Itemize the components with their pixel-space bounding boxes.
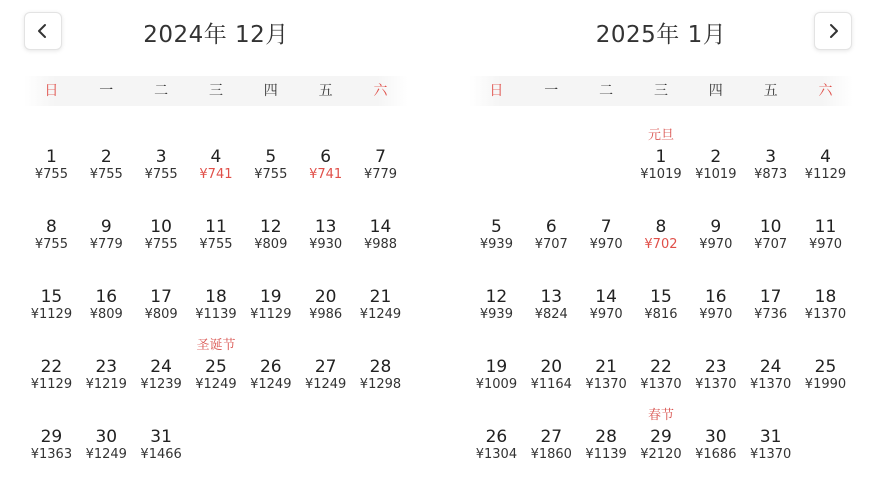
day-cell[interactable] [353, 260, 408, 330]
day-cell[interactable] [688, 260, 743, 330]
day-number: 27 [314, 357, 337, 377]
day-price: ¥1239 [140, 377, 182, 392]
day-cell[interactable] [688, 120, 743, 190]
day-cell[interactable] [79, 190, 134, 260]
day-price: ¥1249 [195, 377, 237, 392]
day-number: 1 [46, 147, 57, 167]
day-cell[interactable] [79, 120, 134, 190]
day-price: ¥1298 [359, 377, 402, 392]
day-price: ¥1164 [530, 377, 572, 392]
day-number: 18 [205, 287, 227, 307]
holiday-label: 圣诞节 [196, 338, 236, 353]
weekday-fri: 五 [763, 83, 778, 99]
day-number: 5 [491, 217, 502, 237]
day-number: 4 [210, 147, 222, 167]
day-price: ¥707 [754, 237, 788, 252]
day-cell[interactable] [634, 260, 689, 330]
day-number: 12 [485, 287, 508, 307]
day-grid [469, 120, 853, 470]
weekday-sun: 日 [489, 83, 504, 99]
day-number: 8 [655, 217, 667, 237]
day-price: ¥1249 [304, 377, 347, 392]
day-number: 27 [540, 427, 563, 447]
day-cell[interactable] [798, 260, 853, 330]
day-number: 22 [650, 357, 672, 377]
day-number: 3 [765, 147, 777, 167]
day-number: 17 [759, 287, 782, 307]
day-price: ¥809 [144, 307, 178, 322]
day-price: ¥988 [363, 237, 398, 252]
weekday-tue: 二 [154, 83, 169, 99]
day-cell[interactable] [634, 400, 689, 470]
day-cell[interactable] [798, 120, 853, 190]
day-number: 15 [650, 287, 672, 307]
day-cell[interactable] [243, 120, 298, 190]
day-number: 15 [40, 287, 63, 307]
weekday-header [469, 76, 853, 106]
day-number: 2 [100, 147, 112, 167]
day-price: ¥1019 [640, 167, 682, 182]
day-price: ¥755 [254, 167, 288, 182]
day-number: 23 [704, 357, 727, 377]
day-price: ¥755 [89, 167, 123, 182]
day-cell[interactable] [469, 260, 524, 330]
day-price: ¥2120 [640, 447, 682, 462]
day-number: 25 [814, 357, 837, 377]
day-number: 13 [314, 217, 337, 237]
day-number: 11 [814, 217, 837, 237]
day-cell[interactable] [243, 260, 298, 330]
day-number: 23 [95, 357, 118, 377]
day-price: ¥702 [644, 237, 678, 252]
day-cell[interactable] [469, 400, 524, 470]
day-cell[interactable] [579, 400, 634, 470]
day-number: 31 [759, 427, 782, 447]
day-cell[interactable] [688, 330, 743, 400]
day-price: ¥1466 [140, 447, 182, 462]
day-number: 29 [40, 427, 63, 447]
day-number: 24 [150, 357, 172, 377]
day-price: ¥1370 [749, 447, 792, 462]
day-number: 6 [320, 147, 332, 167]
day-cell[interactable] [579, 260, 634, 330]
day-cell[interactable] [189, 260, 244, 330]
day-price: ¥1019 [695, 167, 737, 182]
day-grid [24, 120, 408, 470]
day-number: 20 [314, 287, 337, 307]
calendar-month-january [469, 0, 853, 482]
day-price: ¥1219 [85, 377, 127, 392]
day-price: ¥779 [363, 167, 398, 182]
day-number: 8 [46, 217, 57, 237]
day-price: ¥1249 [250, 377, 292, 392]
day-cell[interactable] [24, 260, 79, 330]
day-price: ¥755 [144, 237, 178, 252]
day-number: 3 [155, 147, 167, 167]
weekday-header [24, 76, 408, 106]
day-price: ¥970 [589, 237, 623, 252]
day-price: ¥1370 [749, 377, 792, 392]
day-price: ¥1686 [695, 447, 737, 462]
day-number: 19 [259, 287, 282, 307]
day-cell[interactable] [24, 330, 79, 400]
month-title: 2024年 12月 [143, 22, 289, 48]
weekday-wed: 三 [208, 83, 223, 99]
empty-day-cell [579, 120, 634, 190]
day-price: ¥986 [309, 307, 343, 322]
day-price: ¥1139 [195, 307, 237, 322]
day-price: ¥1129 [30, 377, 73, 392]
day-number: 9 [710, 217, 722, 237]
empty-day-cell [469, 120, 524, 190]
day-cell[interactable] [524, 400, 579, 470]
day-number: 9 [100, 217, 112, 237]
day-cell[interactable] [579, 190, 634, 260]
day-cell[interactable] [24, 120, 79, 190]
day-number: 14 [369, 217, 392, 237]
weekday-sat: 六 [818, 83, 833, 99]
day-number: 30 [704, 427, 727, 447]
weekday-sun: 日 [44, 83, 59, 99]
day-cell[interactable] [634, 120, 689, 190]
day-price: ¥1990 [804, 377, 847, 392]
day-price: ¥939 [479, 307, 513, 322]
day-cell[interactable] [688, 190, 743, 260]
day-price: ¥1370 [804, 307, 847, 322]
day-number: 16 [95, 287, 118, 307]
day-cell[interactable] [743, 190, 798, 260]
day-cell[interactable] [353, 190, 408, 260]
day-number: 14 [595, 287, 617, 307]
day-price: ¥755 [34, 237, 68, 252]
day-number: 31 [150, 427, 172, 447]
weekday-thu: 四 [708, 83, 723, 99]
weekday-mon: 一 [99, 83, 114, 99]
day-price: ¥930 [309, 237, 343, 252]
weekday-sat: 六 [373, 83, 388, 99]
day-cell[interactable] [353, 120, 408, 190]
empty-day-cell [524, 120, 579, 190]
day-cell[interactable] [79, 330, 134, 400]
day-cell[interactable] [743, 120, 798, 190]
day-cell[interactable] [524, 190, 579, 260]
day-cell[interactable] [134, 260, 189, 330]
day-cell[interactable] [688, 400, 743, 470]
holiday-label: 元旦 [647, 128, 674, 143]
day-cell[interactable] [743, 260, 798, 330]
day-cell[interactable] [634, 190, 689, 260]
day-cell[interactable] [524, 330, 579, 400]
day-price: ¥755 [199, 237, 233, 252]
day-price: ¥707 [534, 237, 568, 252]
day-number: 21 [369, 287, 392, 307]
day-number: 28 [595, 427, 617, 447]
day-price: ¥809 [89, 307, 123, 322]
day-cell[interactable] [743, 400, 798, 470]
day-price: ¥873 [754, 167, 788, 182]
holiday-label: 春节 [647, 408, 674, 423]
day-number: 24 [759, 357, 782, 377]
day-price: ¥970 [699, 237, 733, 252]
day-price: ¥1129 [804, 167, 847, 182]
day-price: ¥1249 [85, 447, 127, 462]
weekday-wed: 三 [653, 83, 668, 99]
day-price: ¥1129 [250, 307, 292, 322]
weekday-fri: 五 [318, 83, 333, 99]
day-cell[interactable] [743, 330, 798, 400]
day-number: 16 [704, 287, 727, 307]
day-number: 19 [485, 357, 508, 377]
day-price: ¥824 [534, 307, 568, 322]
day-number: 30 [95, 427, 118, 447]
day-number: 2 [710, 147, 722, 167]
day-number: 10 [759, 217, 782, 237]
day-cell[interactable] [134, 120, 189, 190]
day-price: ¥755 [144, 167, 178, 182]
day-price: ¥939 [479, 237, 513, 252]
day-cell[interactable] [189, 330, 244, 400]
day-number: 26 [259, 357, 282, 377]
day-cell[interactable] [298, 260, 353, 330]
day-number: 20 [540, 357, 563, 377]
day-price: ¥1129 [30, 307, 73, 322]
day-number: 11 [205, 217, 227, 237]
day-number: 28 [369, 357, 392, 377]
day-number: 1 [655, 147, 667, 167]
day-price: ¥970 [808, 237, 843, 252]
day-number: 12 [259, 217, 282, 237]
day-price: ¥1370 [695, 377, 737, 392]
calendar-month-december [24, 0, 408, 482]
day-price: ¥970 [699, 307, 733, 322]
day-cell[interactable] [134, 190, 189, 260]
day-price: ¥736 [754, 307, 788, 322]
day-number: 18 [814, 287, 837, 307]
day-cell[interactable] [579, 330, 634, 400]
day-number: 26 [485, 427, 508, 447]
day-cell[interactable] [79, 260, 134, 330]
day-price: ¥741 [199, 167, 233, 182]
weekday-tue: 二 [599, 83, 614, 99]
day-number: 7 [600, 217, 612, 237]
day-cell[interactable] [134, 400, 189, 470]
day-cell[interactable] [243, 330, 298, 400]
day-price: ¥1249 [359, 307, 402, 322]
day-price: ¥779 [89, 237, 123, 252]
day-price: ¥1860 [530, 447, 572, 462]
day-number: 25 [205, 357, 227, 377]
day-price: ¥741 [309, 167, 343, 182]
month-title: 2025年 1月 [595, 22, 727, 48]
day-cell[interactable] [798, 330, 853, 400]
day-cell[interactable] [189, 120, 244, 190]
day-price: ¥1139 [585, 447, 627, 462]
day-number: 13 [540, 287, 563, 307]
day-cell[interactable] [24, 190, 79, 260]
day-cell[interactable] [353, 330, 408, 400]
day-price: ¥1363 [30, 447, 73, 462]
weekday-mon: 一 [544, 83, 559, 99]
day-number: 22 [40, 357, 63, 377]
day-cell[interactable] [634, 330, 689, 400]
day-cell[interactable] [134, 330, 189, 400]
day-cell[interactable] [469, 190, 524, 260]
day-number: 10 [150, 217, 172, 237]
day-price: ¥755 [34, 167, 68, 182]
day-cell[interactable] [298, 120, 353, 190]
day-cell[interactable] [24, 400, 79, 470]
day-cell[interactable] [798, 190, 853, 260]
day-number: 21 [595, 357, 617, 377]
day-number: 17 [150, 287, 172, 307]
day-price: ¥809 [254, 237, 288, 252]
day-cell[interactable] [243, 190, 298, 260]
day-price: ¥1370 [640, 377, 682, 392]
day-price: ¥816 [644, 307, 678, 322]
weekday-thu: 四 [263, 83, 278, 99]
day-cell[interactable] [298, 190, 353, 260]
day-number: 7 [375, 147, 386, 167]
day-price: ¥1304 [475, 447, 518, 462]
day-cell[interactable] [524, 260, 579, 330]
day-cell[interactable] [469, 330, 524, 400]
day-price: ¥970 [589, 307, 623, 322]
day-cell[interactable] [298, 330, 353, 400]
day-number: 29 [650, 427, 672, 447]
day-number: 5 [265, 147, 277, 167]
day-number: 4 [820, 147, 831, 167]
day-price: ¥1009 [475, 377, 518, 392]
day-number: 6 [545, 217, 557, 237]
day-cell[interactable] [189, 190, 244, 260]
day-price: ¥1370 [585, 377, 627, 392]
day-cell[interactable] [79, 400, 134, 470]
